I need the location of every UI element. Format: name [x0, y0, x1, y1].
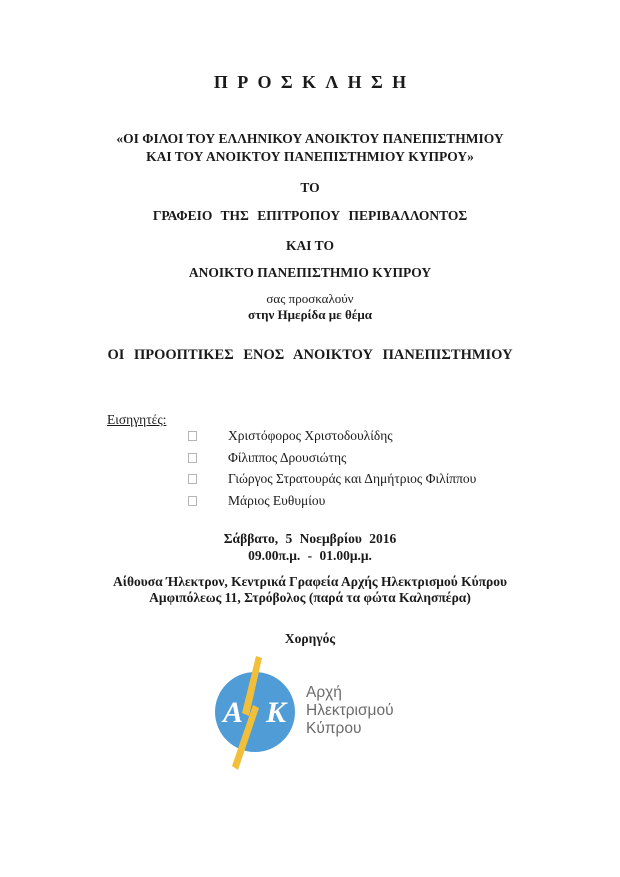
organizers-quote [0, 130, 620, 166]
connector-and: ΚΑΙ ΤΟ [286, 238, 334, 253]
event-schedule [0, 531, 620, 564]
sponsor-name-line1: Αρχή [306, 684, 342, 701]
square-bullet-icon [188, 431, 197, 441]
event-venue [0, 574, 620, 605]
list-item [0, 447, 620, 469]
speaker-name: Γιώργος Στρατουράς και Δημήτριος Φιλίππου [228, 471, 477, 487]
organizer-office: ΓΡΑΦΕΙΟ ΤΗΣ ΕΠΙΤΡΟΠΟΥ ΠΕΡΙΒΑΛΛΟΝΤΟΣ [152, 208, 468, 223]
organizers-quote-line2: ΚΑΙ ΤΟΥ ΑΝΟΙΚΤΟΥ ΠΑΝΕΠΙΣΤΗΜΙΟΥ ΚΥΠΡΟΥ» [146, 149, 474, 164]
speakers-list [0, 425, 620, 512]
event-title: ΟΙ ΠΡΟΟΠΤΙΚΕΣ ΕΝΟΣ ΑΝΟΙΚΤΟΥ ΠΑΝΕΠΙΣΤΗΜΙΟΥ [107, 347, 513, 363]
sponsor-name-line3: Κύπρου [306, 720, 362, 737]
list-item [0, 468, 620, 490]
speaker-name: Φίλιππος Δρουσιώτης [228, 449, 347, 465]
connector-to: ΤΟ [300, 180, 320, 195]
speakers-label: Εισηγητές: [107, 412, 167, 427]
logo-letter-kappa: Κ [265, 696, 287, 729]
invitation-line2: στην Ημερίδα με θέμα [248, 307, 372, 322]
venue-line2: Αμφιπόλεως 11, Στρόβολος (παρά τα φώτα Καλησπέρα) [149, 589, 471, 605]
organizer-university: ΑΝΟΙΚΤΟ ΠΑΝΕΠΙΣΤΗΜΙΟ ΚΥΠΡΟΥ [188, 265, 432, 280]
organizers-quote-line1: «ΟΙ ΦΙΛΟΙ ΤΟΥ ΕΛΛΗΝΙΚΟΥ ΑΝΟΙΚΤΟΥ ΠΑΝΕΠΙΣΤΗΜΙΟΥ [116, 131, 504, 146]
sponsor-name [306, 684, 394, 738]
invitation-line1: σας προσκαλούν [266, 291, 354, 306]
venue-line1: Αίθουσα Ήλεκτρον, Κεντρικά Γραφεία Αρχής Ηλεκτρισμού Κύπρου [113, 574, 507, 589]
event-time: 09.00π.μ. - 01.00μ.μ. [248, 547, 372, 563]
invitation-text [0, 291, 620, 323]
speaker-name: Χριστόφορος Χριστοδουλίδης [228, 428, 393, 443]
list-item [0, 425, 620, 447]
document-title: ΠΡΟΣΚΛΗΣΗ [213, 72, 416, 92]
sponsor-name-line2: Ηλεκτρισμού [306, 702, 394, 719]
square-bullet-icon [188, 496, 197, 506]
square-bullet-icon [188, 474, 197, 484]
sponsor-label: Χορηγός [284, 631, 336, 646]
speaker-name: Μάριος Ευθυμίου [228, 493, 326, 509]
logo-letter-alpha: Α [222, 696, 244, 729]
electricity-authority-logo [210, 656, 305, 774]
event-date: Σάββατο, 5 Νοεμβρίου 2016 [223, 531, 397, 546]
square-bullet-icon [188, 453, 197, 463]
list-item [0, 490, 620, 512]
